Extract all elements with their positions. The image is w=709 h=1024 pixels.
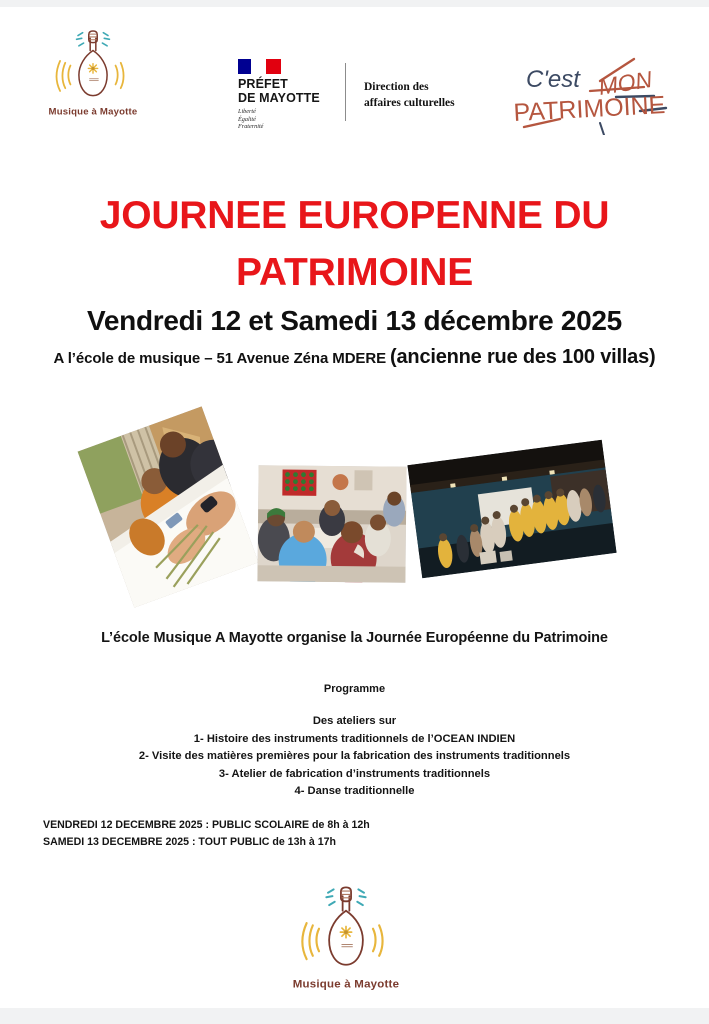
prefecture-name-line-2: DE MAYOTTE — [238, 90, 320, 105]
lute-rosette-center — [91, 67, 94, 70]
workshop-photo — [78, 406, 259, 607]
logo-prefecture — [238, 59, 338, 131]
address-former-name: (ancienne rue des 100 villas) — [390, 346, 656, 368]
gabusi-lute-icon — [287, 886, 405, 994]
motto-liberte: Liberté — [238, 108, 256, 115]
french-tricolor-flag-icon — [238, 59, 281, 74]
schedule-saturday: SAMEDI 13 DECEMBRE 2025 : TOUT PUBLIC de 13h à 17h — [43, 835, 336, 848]
cmp-line-2: MON — [596, 65, 654, 100]
logo-direction-affaires-culturelles — [364, 79, 494, 111]
organiser-line: L’école Musique A Mayotte organise la Journée Européenne du Patrimoine — [101, 630, 608, 646]
dac-line-2: affaires culturelles — [364, 97, 455, 109]
programme-list — [30, 713, 679, 801]
stage-performance-photo — [407, 440, 616, 579]
republic-motto — [238, 108, 338, 131]
event-address — [40, 346, 669, 369]
prefecture-name-line-1: PRÉFET — [238, 77, 288, 91]
schedule-block — [43, 817, 643, 850]
poster-page — [0, 7, 709, 1008]
address-main: A l’école de musique – 51 Avenue Zéna MDERE — [53, 350, 391, 367]
cmp-line-1: C'est — [526, 66, 580, 93]
logo-wordmark: Musique à Mayotte — [48, 106, 138, 118]
header-logos — [0, 7, 709, 142]
list-item: 2- Visite des matières premières pour la fabrication des instruments traditionnels — [138, 750, 571, 763]
dac-line-1: Direction des — [364, 81, 429, 93]
event-dates: Vendredi 12 et Samedi 13 décembre 2025 — [87, 305, 622, 336]
logo-musique-a-mayotte-header — [46, 29, 140, 121]
list-item: 3- Atelier de fabrication d’instruments traditionnels — [218, 767, 491, 780]
motto-fraternite: Fraternité — [238, 123, 264, 131]
group-workshop-photo — [257, 465, 406, 583]
gabusi-lute-icon — [46, 29, 140, 121]
title-line-2: PATRIMOINE — [235, 251, 474, 294]
lute-rosette-center — [344, 930, 348, 934]
motto-egalite: Égalité — [238, 115, 256, 123]
logo-divider — [345, 63, 346, 121]
logo-cest-mon-patrimoine — [508, 51, 676, 135]
cmp-stroke-6 — [600, 123, 604, 135]
schedule-friday: VENDREDI 12 DECEMBRE 2025 : PUBLIC SCOLAIRE de 8h à 12h — [43, 819, 370, 831]
logo-musique-a-mayotte-footer — [287, 886, 405, 994]
list-item: 4- Danse traditionnelle — [294, 785, 415, 798]
cmp-line-3: PATRIMOINE — [512, 91, 666, 127]
poster-title — [40, 187, 669, 301]
logo-wordmark: Musique à Mayotte — [292, 978, 400, 991]
list-item: 1- Histoire des instruments traditionnels de l’OCEAN INDIEN — [193, 732, 516, 745]
photo-collage — [0, 412, 709, 612]
programme-heading: Programme — [323, 683, 386, 695]
title-line-1: JOURNEE EUROPENNE DU — [99, 194, 610, 237]
ateliers-lead: Des ateliers sur — [312, 715, 397, 727]
